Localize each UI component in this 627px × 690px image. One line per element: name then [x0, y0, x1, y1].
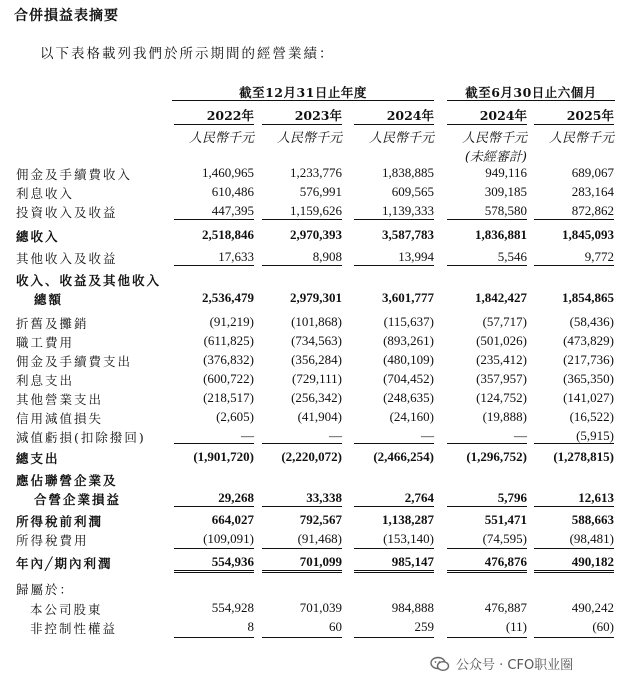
underline: [447, 443, 527, 444]
row-value: (1,901,720): [193, 449, 254, 464]
row-value: (365,350): [563, 371, 614, 386]
row-value: 476,887: [484, 600, 527, 615]
underline: [174, 443, 254, 444]
row-value: (16,522): [569, 409, 614, 424]
underline: [262, 219, 342, 220]
row-value: (235,412): [476, 352, 527, 367]
row-value: (2,466,254): [373, 449, 434, 464]
wechat-icon: [430, 656, 450, 672]
row-value: (893,261): [383, 333, 434, 348]
table-row: [0, 163, 627, 182]
row-label: 合營企業損益: [34, 492, 122, 507]
underline: [174, 265, 254, 266]
column-year: 2025年: [566, 108, 614, 123]
row-value: (41,904): [297, 409, 342, 424]
row-value: 576,991: [299, 184, 342, 199]
underline: [534, 506, 614, 507]
underline: [534, 219, 614, 220]
row-value: 476,876: [484, 554, 527, 569]
row-value: 1,854,865: [562, 290, 614, 305]
table-row: [0, 407, 627, 426]
underline: [447, 219, 527, 220]
row-value: (91,219): [209, 314, 254, 329]
row-value: 554,928: [211, 600, 254, 615]
table-row: [0, 578, 627, 597]
row-label: 其他收入及收益: [16, 251, 118, 266]
double-underline: [354, 570, 434, 573]
row-value: (217,736): [563, 352, 614, 367]
row-value: 872,862: [571, 203, 614, 218]
watermark: [430, 654, 573, 673]
row-value: 3,601,777: [382, 290, 434, 305]
underline: [354, 219, 434, 220]
underline: [174, 548, 254, 549]
table-row: [0, 331, 627, 350]
table-row: [0, 312, 627, 331]
row-value: (376,832): [203, 352, 254, 367]
row-label: 非控制性權益: [30, 621, 118, 636]
underline: [447, 548, 527, 549]
row-value: (115,637): [383, 314, 434, 329]
row-value: (141,027): [563, 390, 614, 405]
row-value: (1,296,752): [466, 449, 527, 464]
row-value: 610,486: [211, 184, 254, 199]
double-underline: [262, 570, 342, 573]
row-value: 985,147: [391, 554, 434, 569]
table-row: [0, 201, 627, 220]
row-value: (1,278,815): [553, 449, 614, 464]
table-row: [0, 488, 627, 507]
row-value: (611,825): [203, 333, 254, 348]
row-value: 1,845,093: [562, 227, 614, 242]
row-value: (734,563): [291, 333, 342, 348]
column-year: 2023年: [294, 108, 342, 123]
row-label: 年內╱期內利潤: [16, 556, 113, 571]
row-value: 5,796: [497, 490, 527, 505]
row-value: (2,220,072): [281, 449, 342, 464]
row-label: 佣金及手續費支出: [16, 354, 133, 369]
row-label: 總收入: [16, 229, 60, 244]
underline: [262, 506, 342, 507]
row-value: (24,160): [389, 409, 434, 424]
row-value: (218,517): [203, 390, 254, 405]
column-year-rule: [534, 124, 614, 125]
underline: [354, 637, 434, 638]
row-value: 609,565: [391, 184, 434, 199]
row-value: 8: [247, 619, 254, 634]
row-value: 490,182: [571, 554, 614, 569]
row-label: 本公司股東: [30, 602, 103, 617]
underline: [534, 265, 614, 266]
table-row: [0, 225, 627, 244]
row-label: 其他營業支出: [16, 392, 104, 407]
underline: [354, 265, 434, 266]
row-value: (248,635): [383, 390, 434, 405]
underline: [447, 637, 527, 638]
row-value: 792,567: [299, 512, 342, 527]
column-year: 2024年: [386, 108, 434, 123]
table-row: [0, 182, 627, 201]
row-value: 8,908: [312, 249, 342, 264]
header-interim-rule: [447, 100, 615, 101]
row-value: 689,067: [571, 165, 614, 180]
row-label: 歸屬於：: [16, 582, 75, 597]
row-value: 701,099: [299, 554, 342, 569]
row-value: 60: [329, 619, 342, 634]
row-value: 283,164: [571, 184, 614, 199]
row-value: 984,888: [391, 600, 434, 615]
row-value: —: [514, 428, 527, 443]
row-value: (704,452): [383, 371, 434, 386]
column-unit: 人民幣千元: [368, 131, 434, 146]
row-value: —: [329, 428, 342, 443]
double-underline: [447, 570, 527, 573]
underline: [354, 506, 434, 507]
row-value: (91,468): [297, 531, 342, 546]
underline: [354, 443, 434, 444]
row-label: 總支出: [16, 451, 60, 466]
underline: [447, 506, 527, 507]
table-row: [0, 598, 627, 617]
row-label: 佣金及手續費收入: [16, 167, 133, 182]
table-row: [0, 510, 627, 529]
row-value: (480,109): [383, 352, 434, 367]
column-unaudited-note: (未經審計): [464, 150, 527, 165]
table-row: [0, 469, 627, 488]
row-value: (5,915): [576, 428, 614, 443]
row-value: 1,460,965: [202, 165, 254, 180]
row-value: 259: [414, 619, 434, 634]
page-title: 合併損益表摘要: [14, 8, 119, 24]
row-value: 1,836,881: [475, 227, 527, 242]
underline: [262, 548, 342, 549]
underline: [174, 637, 254, 638]
row-value: 588,663: [571, 512, 614, 527]
row-value: 1,159,626: [290, 203, 342, 218]
table-row: [0, 269, 627, 288]
column-unit: 人民幣千元: [548, 131, 614, 146]
row-value: (256,342): [291, 390, 342, 405]
row-value: 2,979,301: [290, 290, 342, 305]
row-value: 29,268: [218, 490, 254, 505]
row-value: (19,888): [482, 409, 527, 424]
row-value: (356,284): [291, 352, 342, 367]
table-row: [0, 447, 627, 466]
table-row: [0, 552, 627, 571]
row-label: 利息收入: [16, 186, 75, 201]
column-unit: 人民幣千元: [276, 131, 342, 146]
row-value: (153,140): [383, 531, 434, 546]
row-value: 2,764: [404, 490, 434, 505]
row-value: 9,772: [584, 249, 614, 264]
row-value: 551,471: [484, 512, 527, 527]
underline: [174, 219, 254, 220]
header-interim-group: 截至6月30日止六個月: [465, 85, 597, 100]
row-value: (124,752): [476, 390, 527, 405]
row-value: 33,338: [306, 490, 342, 505]
row-value: 1,842,427: [475, 290, 527, 305]
row-value: 2,536,479: [202, 290, 254, 305]
row-value: 17,633: [218, 249, 254, 264]
row-label: 減值虧損(扣除撥回): [16, 430, 146, 445]
row-value: 3,587,783: [382, 227, 434, 242]
row-label: 職工費用: [16, 335, 75, 350]
double-underline: [174, 570, 254, 573]
row-value: (101,868): [291, 314, 342, 329]
row-value: (60): [592, 619, 614, 634]
double-underline: [534, 570, 614, 573]
underline: [262, 637, 342, 638]
column-year-rule: [447, 124, 527, 125]
row-value: (57,717): [482, 314, 527, 329]
header-annual-group: 截至12月31日止年度: [239, 85, 367, 100]
underline: [262, 443, 342, 444]
column-year-rule: [262, 124, 342, 125]
intro-text: 以下表格載列我們於所示期間的經營業績：: [40, 46, 335, 62]
row-value: —: [421, 428, 434, 443]
row-label: 應佔聯營企業及: [16, 473, 118, 488]
row-value: 490,242: [571, 600, 614, 615]
column-unit: 人民幣千元: [188, 131, 254, 146]
row-value: 13,994: [398, 249, 434, 264]
column-unit: 人民幣千元: [461, 131, 527, 146]
row-label: 利息支出: [16, 373, 75, 388]
row-value: —: [241, 428, 254, 443]
header-annual-rule: [172, 100, 434, 101]
column-year-rule: [354, 124, 434, 125]
row-value: (98,481): [569, 531, 614, 546]
watermark-text: 公众号 · CFO职业圈: [456, 658, 574, 673]
underline: [174, 506, 254, 507]
underline: [534, 548, 614, 549]
row-value: 12,613: [578, 490, 614, 505]
row-value: (600,722): [203, 371, 254, 386]
row-value: 2,970,393: [290, 227, 342, 242]
row-label: 所得稅前利潤: [16, 514, 104, 529]
row-value: 701,039: [299, 600, 342, 615]
row-value: 554,936: [211, 554, 254, 569]
row-value: (11): [505, 619, 527, 634]
row-label: 信用減值損失: [16, 411, 104, 426]
row-value: 5,546: [497, 249, 527, 264]
row-value: 309,185: [484, 184, 527, 199]
row-value: (2,605): [216, 409, 254, 424]
row-value: (109,091): [203, 531, 254, 546]
table-row: [0, 388, 627, 407]
table-row: [0, 288, 627, 307]
row-value: (74,595): [482, 531, 527, 546]
row-label: 收入、收益及其他收入: [16, 273, 162, 288]
underline: [534, 637, 614, 638]
table-row: [0, 617, 627, 636]
underline: [447, 265, 527, 266]
row-label: 所得稅費用: [16, 533, 89, 548]
row-value: 1,838,885: [382, 165, 434, 180]
row-value: (357,957): [476, 371, 527, 386]
table-row: [0, 529, 627, 548]
underline: [534, 443, 614, 444]
underline: [262, 265, 342, 266]
column-year: 2022年: [206, 108, 254, 123]
row-label: 投資收入及收益: [16, 205, 118, 220]
row-value: (473,829): [563, 333, 614, 348]
underline: [354, 548, 434, 549]
row-value: 1,233,776: [290, 165, 342, 180]
row-value: 664,027: [211, 512, 254, 527]
table-row: [0, 247, 627, 266]
table-row: [0, 350, 627, 369]
row-label: 折舊及攤銷: [16, 316, 89, 331]
row-value: 447,395: [211, 203, 254, 218]
row-value: 2,518,846: [202, 227, 254, 242]
row-value: 1,139,333: [382, 203, 434, 218]
column-year: 2024年: [479, 108, 527, 123]
row-label: 總額: [34, 292, 64, 307]
row-value: 578,580: [484, 203, 527, 218]
row-value: (729,111): [292, 371, 342, 386]
column-year-rule: [174, 124, 254, 125]
row-value: 949,116: [485, 165, 527, 180]
row-value: (501,026): [476, 333, 527, 348]
row-value: (58,436): [569, 314, 614, 329]
table-row: [0, 369, 627, 388]
row-value: 1,138,287: [382, 512, 434, 527]
